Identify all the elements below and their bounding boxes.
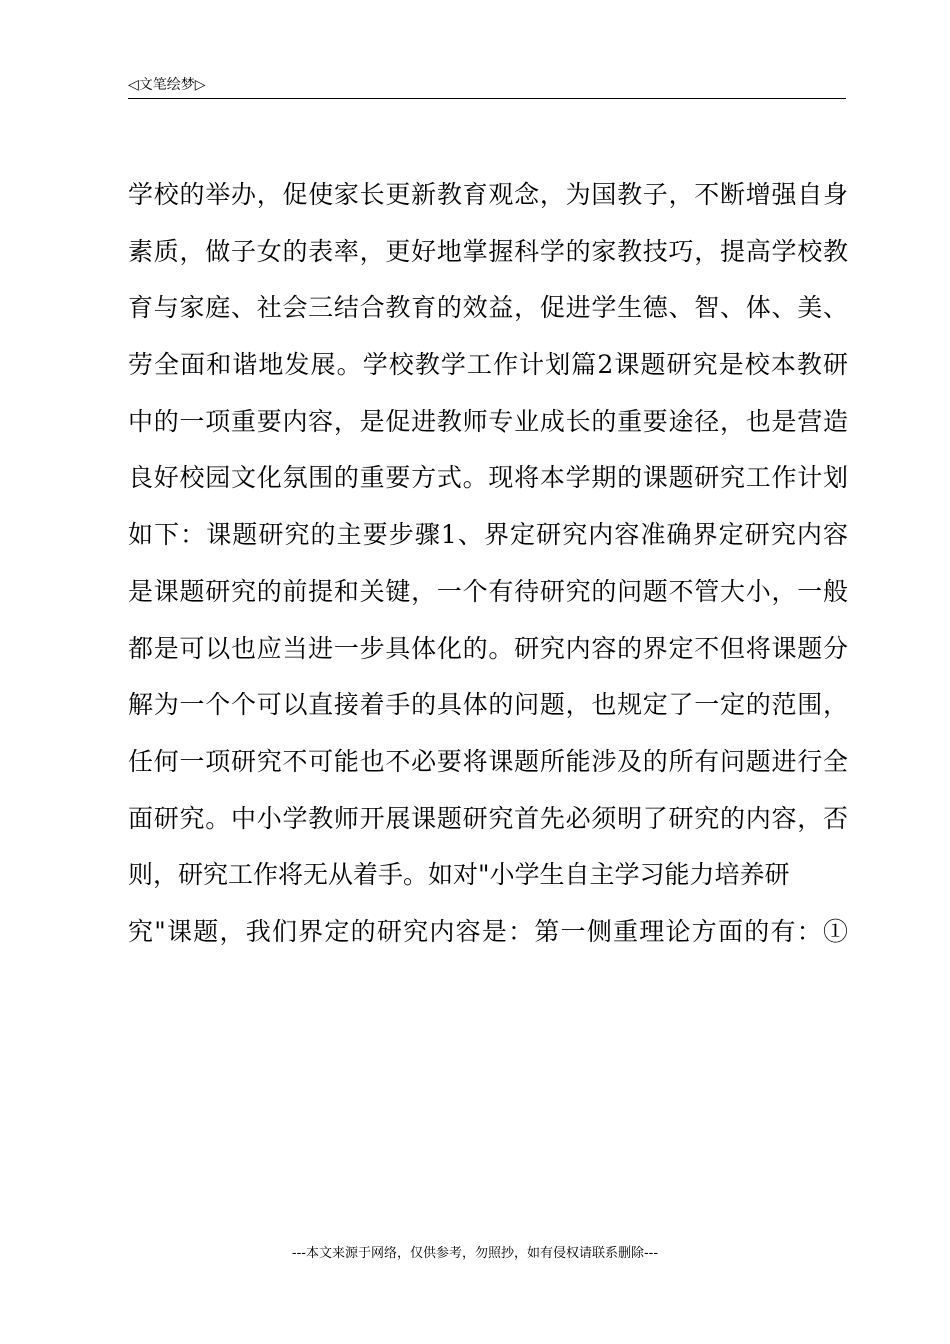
header-title: ◁文笔绘梦▷ (128, 77, 206, 93)
body-line: 学校的举办，促使家长更新教育观念，为国教子，不断增强自身 (128, 180, 848, 209)
body-line: 解为一个个可以直接着手的具体的问题，也规定了一定的范围， (128, 690, 848, 720)
body-line: 究"课题，我们界定的研究内容是：第一侧重理论方面的有：① (128, 916, 848, 946)
body-line: 中的一项重要内容，是促进教师专业成长的重要途径，也是营造 (128, 406, 848, 436)
body-line: 任何一项研究不可能也不必要将课题所能涉及的所有问题进行全 (128, 746, 848, 776)
body-line: 如下：课题研究的主要步骤1、界定研究内容准确界定研究内容 (128, 520, 848, 550)
body-line: 都是可以也应当进一步具体化的。研究内容的界定不但将课题分 (128, 633, 848, 663)
body-line: 则，研究工作将无从着手。如对"小学生自主学习能力培养研 (128, 860, 790, 890)
body-line: 面研究。中小学教师开展课题研究首先必须明了研究的内容，否 (128, 803, 848, 833)
body-line: 素质，做子女的表率，更好地掌握科学的家教技巧，提高学校教 (128, 236, 848, 266)
body-line: 劳全面和谐地发展。学校教学工作计划篇2课题研究是校本教研 (128, 350, 848, 380)
body-line: 育与家庭、社会三结合教育的效益，促进学生德、智、体、美、 (128, 293, 848, 323)
document-body (128, 175, 848, 969)
page-header (128, 74, 846, 99)
body-line: 是课题研究的前提和关键，一个有待研究的问题不管大小，一般 (128, 576, 848, 606)
body-line: 良好校园文化氛围的重要方式。现将本学期的课题研究工作计划 (128, 463, 848, 493)
page-footer: ---本文来源于网络，仅供参考，勿照抄，如有侵权请联系删除--- (291, 1246, 659, 1261)
